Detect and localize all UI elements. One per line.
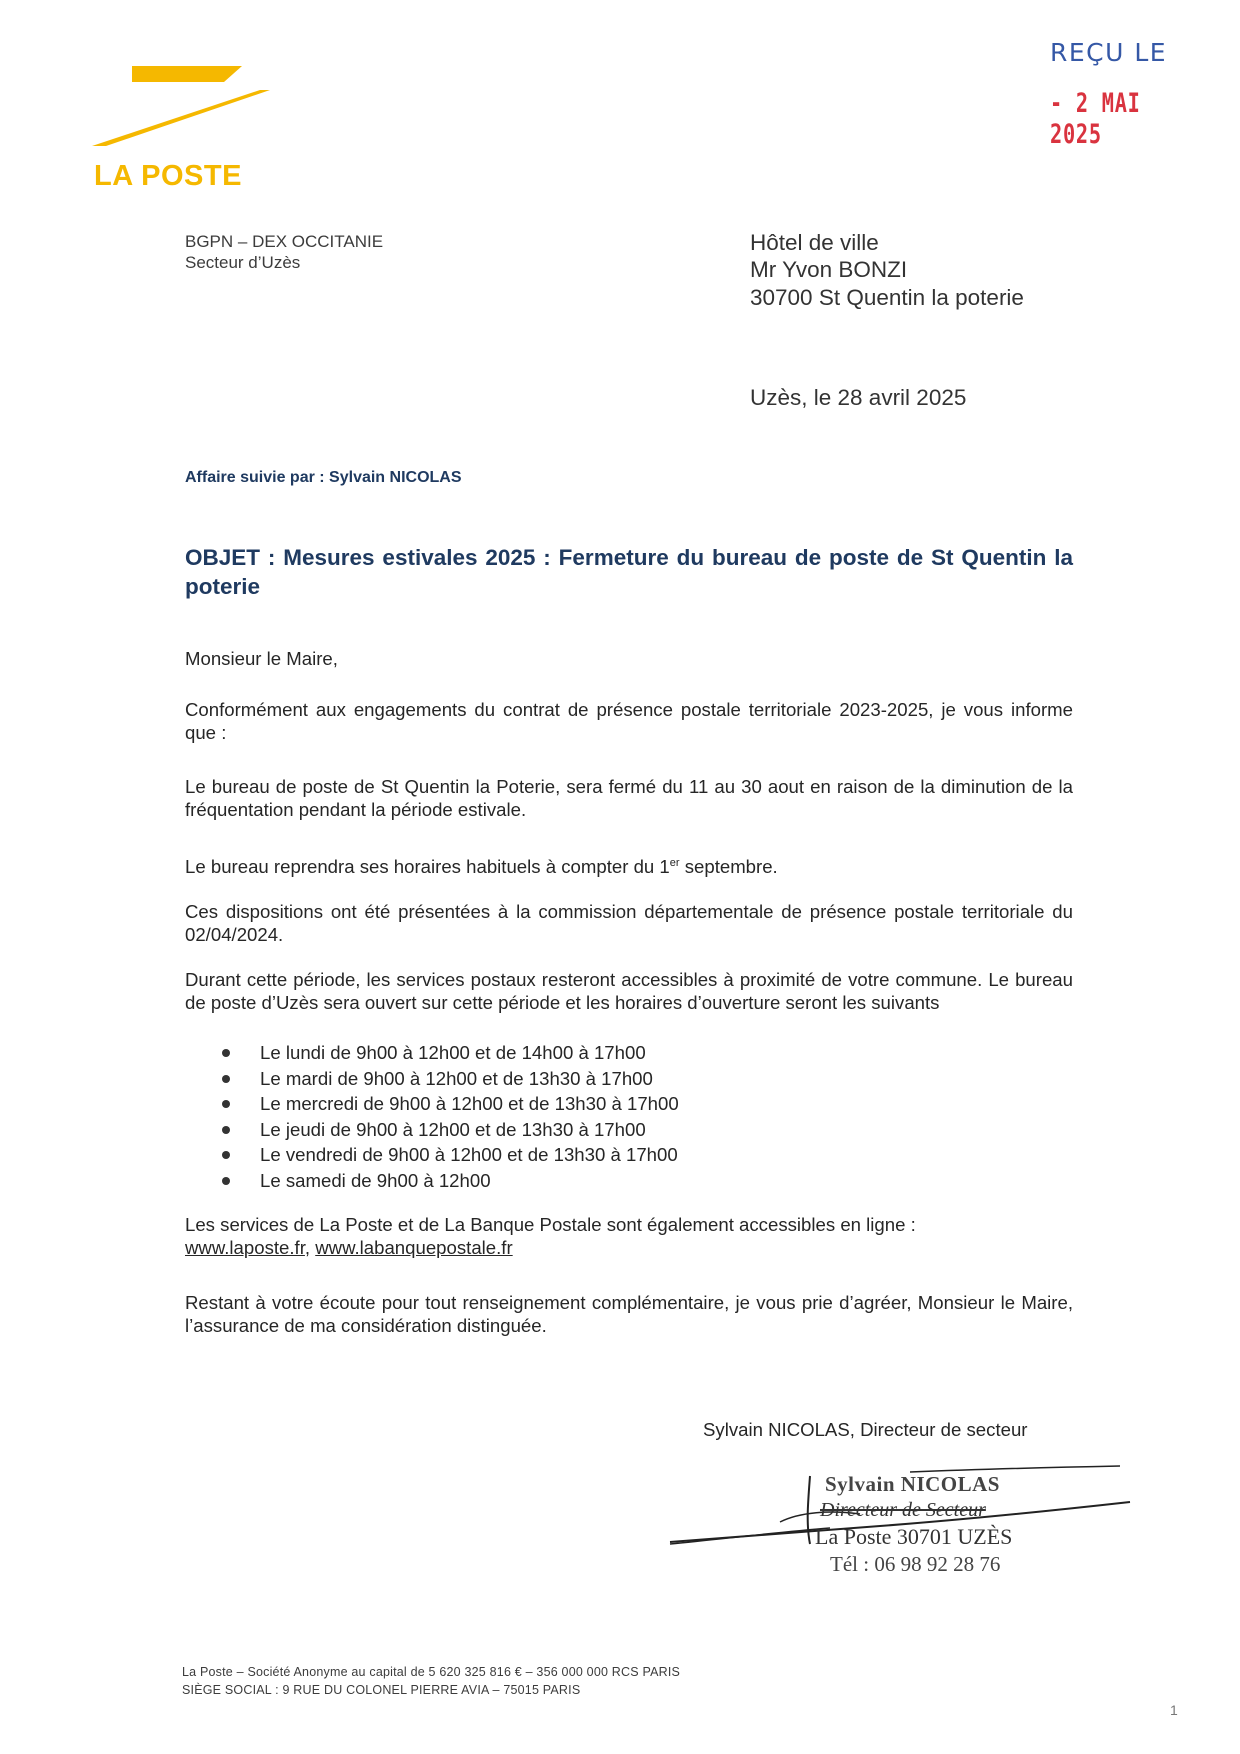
signature-stamp-name: Sylvain NICOLAS: [825, 1472, 1000, 1496]
paragraph-4: Ces dispositions ont été présentées à la commission départementale de présence postale territoriale du 02/04/2024.: [185, 901, 1073, 945]
recipient-line-3: 30700 St Quentin la poterie: [750, 285, 1024, 310]
signature-stamp-role: Directeur de Secteur: [820, 1499, 986, 1521]
paragraph-6: Les services de La Poste et de La Banque Postale sont également accessibles en ligne :: [185, 1214, 916, 1235]
sender-line-1: BGPN – DEX OCCITANIE: [185, 232, 384, 251]
sender-line-2: Secteur d’Uzès: [185, 253, 301, 272]
online-links: www.laposte.fr, www.labanquepostale.fr: [185, 1237, 513, 1258]
paragraph-7: Restant à votre écoute pour tout renseignement complémentaire, je vous prie d’agréer, Monsieur le Maire, l’assurance de ma considération distinguée.: [185, 1292, 1073, 1336]
bullet-icon: [222, 1177, 230, 1185]
received-stamp-label: REÇU LE: [1050, 38, 1168, 67]
page-number: 1: [1170, 1702, 1178, 1718]
bullet-icon: [222, 1049, 230, 1057]
signoff: Sylvain NICOLAS, Directeur de secteur: [703, 1419, 1028, 1440]
list-item: Le lundi de 9h00 à 12h00 et de 14h00 à 17h00: [222, 1040, 822, 1066]
list-item: Le samedi de 9h00 à 12h00: [222, 1168, 822, 1194]
bullet-icon: [222, 1100, 230, 1108]
footer-line-1: La Poste – Société Anonyme au capital de 5 620 325 816 € – 356 000 000 RCS PARIS: [182, 1665, 681, 1679]
received-stamp-date: - 2 MAI 2025: [1050, 88, 1141, 150]
paragraph-3: Le bureau reprendra ses horaires habituels à compter du 1er septembre.: [185, 856, 778, 878]
recipient-line-1: Hôtel de ville: [750, 230, 879, 255]
labanquepostale-link[interactable]: www.labanquepostale.fr: [315, 1237, 513, 1258]
brand-name: LA POSTE: [94, 160, 242, 192]
paragraph-2: Le bureau de poste de St Quentin la Poterie, sera fermé du 11 au 30 aout en raison de la diminution de la fréquentation pendant la période estivale.: [185, 776, 1073, 820]
recipient-line-2: Mr Yvon BONZI: [750, 257, 908, 282]
laposte-link[interactable]: www.laposte.fr: [185, 1237, 305, 1258]
signature-stamp-office: La Poste 30701 UZÈS: [815, 1524, 1013, 1549]
signature-stamp-phone: Tél : 06 98 92 28 76: [830, 1552, 1001, 1576]
paragraph-1: Conformément aux engagements du contrat de présence postale territoriale 2023-2025, je vous informe que :: [185, 699, 1073, 743]
list-item: Le mardi de 9h00 à 12h00 et de 13h30 à 17h00: [222, 1066, 822, 1092]
la-poste-logo-icon: [92, 62, 282, 152]
salutation: Monsieur le Maire,: [185, 648, 338, 669]
paragraph-5: Durant cette période, les services postaux resteront accessibles à proximité de votre commune. Le bureau de poste d’Uzès sera ouvert sur cette période et les horaires d’ouverture seront les suivants: [185, 969, 1073, 1013]
list-item: Le mercredi de 9h00 à 12h00 et de 13h30 à 17h00: [222, 1091, 822, 1117]
letter-subject: OBJET : Mesures estivales 2025 : Fermeture du bureau de poste de St Quentin la poterie: [185, 545, 1073, 599]
letter-date: Uzès, le 28 avril 2025: [750, 385, 967, 410]
opening-hours-list: [222, 1040, 822, 1194]
footer-line-2: SIÈGE SOCIAL : 9 RUE DU COLONEL PIERRE AVIA – 75015 PARIS: [182, 1683, 581, 1697]
list-item: Le vendredi de 9h00 à 12h00 et de 13h30 à 17h00: [222, 1142, 822, 1168]
bullet-icon: [222, 1151, 230, 1159]
bullet-icon: [222, 1075, 230, 1083]
list-item: Le jeudi de 9h00 à 12h00 et de 13h30 à 17h00: [222, 1117, 822, 1143]
bullet-icon: [222, 1126, 230, 1134]
case-handler: Affaire suivie par : Sylvain NICOLAS: [185, 469, 462, 486]
